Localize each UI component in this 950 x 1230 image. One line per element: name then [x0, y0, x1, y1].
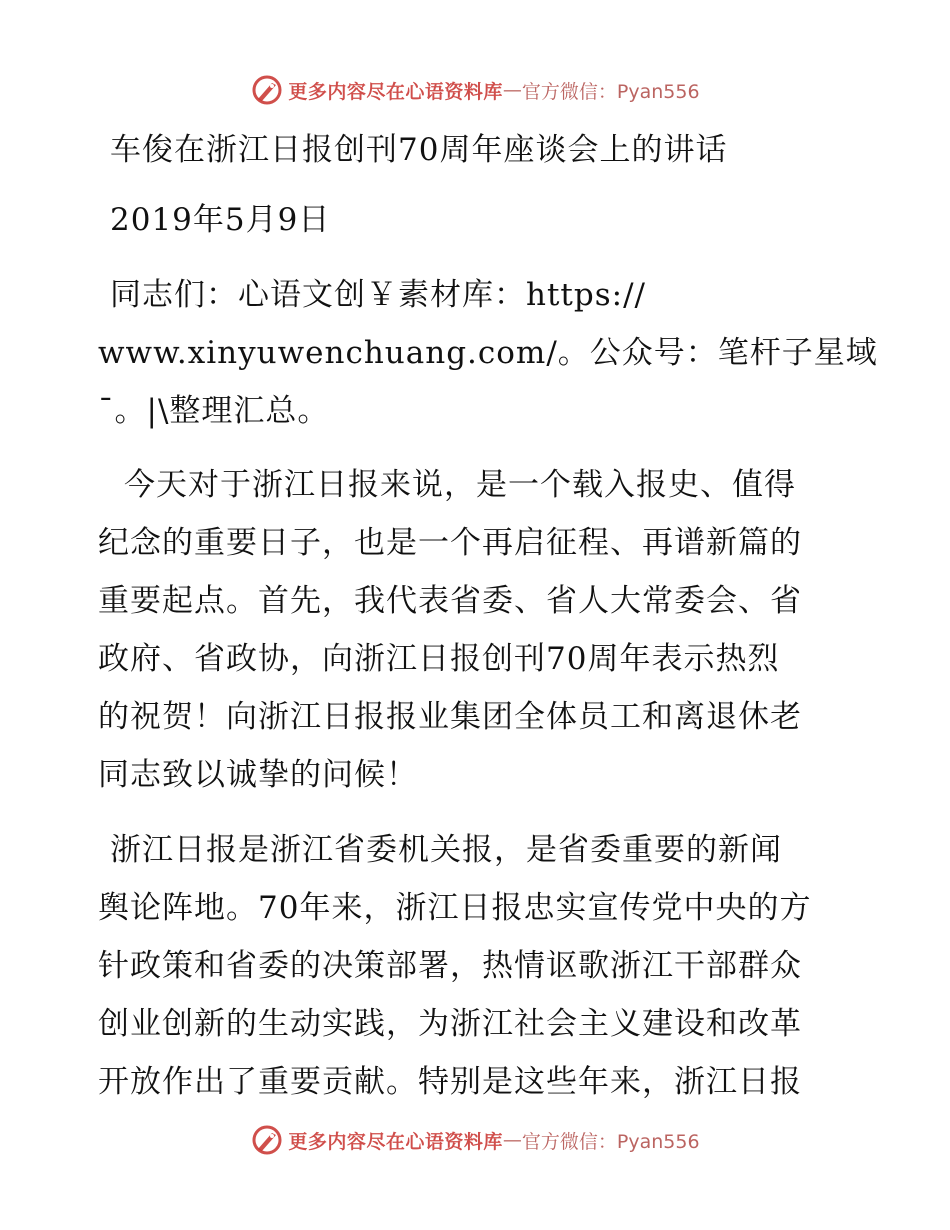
- pen-logo-icon: [250, 1123, 284, 1157]
- watermark-wechat-text: 官方微信：Pyan556: [521, 80, 700, 103]
- watermark-main-text: 更多内容尽在心语资料库: [288, 80, 503, 103]
- salutation-line: www.xinyuwenchuang.com/。公众号：笔杆子星域: [98, 335, 878, 371]
- salutation-line: ˉ。|\整理汇总。: [98, 393, 330, 429]
- paragraph-line: 浙江日报是浙江省委机关报，是省委重要的新闻: [110, 832, 782, 868]
- watermark-wechat-text: 官方微信：Pyan556: [521, 1130, 700, 1153]
- paragraph-line: 今天对于浙江日报来说，是一个载入报史、值得: [124, 467, 796, 503]
- watermark-main-text: 更多内容尽在心语资料库: [288, 1130, 503, 1153]
- paragraph-line: 针政策和省委的决策部署，热情讴歌浙江干部群众: [98, 948, 802, 984]
- paragraph-line: 重要起点。首先，我代表省委、省人大常委会、省: [98, 583, 802, 619]
- document-title: 车俊在浙江日报创刊70周年座谈会上的讲话: [110, 132, 728, 168]
- pen-logo-icon: [250, 73, 284, 107]
- document-date: 2019年5月9日: [110, 202, 331, 238]
- salutation-line: 同志们：心语文创￥素材库：https://: [110, 277, 646, 313]
- watermark-banner-bottom: [0, 1120, 950, 1160]
- paragraph-line: 开放作出了重要贡献。特别是这些年来，浙江日报: [98, 1064, 802, 1100]
- paragraph-line: 同志致以诚挚的问候！: [98, 757, 418, 793]
- paragraph-line: 政府、省政协，向浙江日报创刊70周年表示热烈: [98, 641, 780, 677]
- watermark-banner-top: [0, 70, 950, 110]
- paragraph-line: 的祝贺！向浙江日报报业集团全体员工和离退休老: [98, 699, 802, 735]
- paragraph-line: 舆论阵地。70年来，浙江日报忠实宣传党中央的方: [98, 890, 812, 926]
- watermark-separator: —: [502, 1129, 522, 1151]
- paragraph-line: 纪念的重要日子，也是一个再启征程、再谱新篇的: [98, 525, 802, 561]
- watermark-separator: —: [502, 79, 522, 101]
- paragraph-line: 创业创新的生动实践，为浙江社会主义建设和改革: [98, 1006, 802, 1042]
